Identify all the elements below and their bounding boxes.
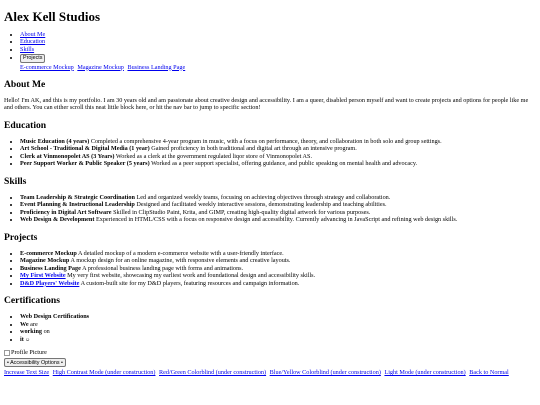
list-item: • Web Design & Development Experienced in HTML/CSS with a focus on responsive design and accessibility. Currently advancing in JavaScript and refining web design skills. [20, 216, 536, 224]
skills-list [4, 194, 536, 224]
high-contrast-link[interactable]: High Contrast Mode (under construction) [52, 369, 156, 377]
list-item: • Team Leadership & Strategic Coordination Led and organized weekly teams, focusing on achieving objectives through strategy and collaboration. [20, 194, 536, 202]
blue-yellow-colorblind-link[interactable]: Blue/Yellow Colorblind (under construction) [269, 369, 381, 377]
back-to-normal-link[interactable]: Back to Normal [469, 369, 509, 377]
site-title: Alex Kell Studios [4, 9, 101, 24]
list-item: • Clerk at Vinmonopolet AS (3 Years) Worked as a clerk at the government regulated liqor store of Vinmonopolet AS. [20, 153, 536, 161]
projects-dropdown-menu [20, 64, 536, 72]
about-text: Hello! I'm AK, and this is my portfolio. I am 30 years old and am passionate about creative design and accessibility. I am a queer, disabled person myself and want to create projects and options for people like me and others. You can either scroll this neat little block here, or hit the nav bar to jump to specific section! [4, 96, 529, 112]
red-green-colorblind-link[interactable]: Red/Green Colorblind (under construction) [159, 369, 267, 377]
list-item: • Web Design Certifications [20, 313, 536, 321]
dropdown-link-business[interactable]: Business Landing Page [127, 63, 186, 71]
list-item: • E-commerce Mockup A detailed mockup of a modern e-commerce website with a user-friendly interface. [20, 250, 536, 258]
skills-heading: Skills [4, 175, 27, 187]
list-item: • My First Website My very first website, showcasing my earliest work and foundational design and accessibility skills. [20, 272, 536, 280]
profile-picture-alt: Profile Picture [11, 348, 47, 356]
about-section [4, 79, 536, 112]
project-link-dnd-website[interactable]: D&D Players' Website [20, 279, 80, 287]
list-item: • Magazine Mockup A mockup design for an online magazine, with responsive elements and creative layouts. [20, 257, 536, 265]
main-nav [4, 31, 536, 71]
nav-item-about [20, 31, 536, 39]
nav-link-skills[interactable]: Skills [20, 45, 35, 53]
list-item: • it ☺ [20, 336, 536, 344]
broken-image-icon [4, 350, 10, 356]
list-item: • Business Landing Page A professional business landing page with forms and animations. [20, 265, 536, 273]
projects-list [4, 250, 536, 288]
about-heading: About Me [4, 79, 46, 91]
list-item: • Proficiency in Digital Art Software Skilled in ClipStudio Paint, Krita, and GIMP, creating high-quality digital artwork for various purposes. [20, 209, 536, 217]
nav-link-education[interactable]: Education [20, 38, 46, 46]
profile-picture [4, 349, 536, 357]
list-item: • We are [20, 321, 536, 329]
accessibility-options-wrapper [4, 358, 536, 367]
certifications-section [4, 295, 536, 343]
nav-item-skills [20, 46, 536, 54]
nav-item-education [20, 38, 536, 46]
dropdown-link-magazine[interactable]: Magazine Mockup [77, 63, 124, 71]
smiley-icon: ☺ [23, 337, 31, 343]
skills-section [4, 176, 536, 224]
education-list [4, 138, 536, 168]
accessibility-menu [4, 369, 536, 377]
certifications-list [4, 313, 536, 344]
list-item: • Art School - Traditional & Digital Media (1 year) Gained proficiency in both traditional and digital art through an intensive program. [20, 145, 536, 153]
projects-section [4, 232, 536, 288]
list-item: • Music Education (4 years) Completed a comprehensive 4-year program in music, with a focus on performance, theory, and collaboration in both solo and group settings. [20, 138, 536, 146]
increase-text-size-link[interactable]: Increase Text Size [4, 369, 50, 377]
accessibility-options-button[interactable]: • Accessibility Options • [4, 358, 66, 367]
list-item: • D&D Players' Website A custom-built site for my D&D players, featuring resources and campaign information. [20, 280, 536, 288]
dropdown-link-ecommerce[interactable]: E-commerce Mockup [20, 63, 74, 71]
projects-dropdown-button[interactable]: Projects [20, 54, 45, 63]
projects-heading: Projects [4, 231, 38, 243]
education-section [4, 120, 536, 168]
list-item: • Event Planning & Instructional Leadership Designed and facilitated weekly interactive sessions, demonstrating leadership and teaching abilities. [20, 201, 536, 209]
light-mode-link[interactable]: Light Mode (under construction) [384, 369, 466, 377]
certifications-heading: Certifications [4, 295, 60, 307]
project-link-first-website[interactable]: My First Website [20, 272, 66, 280]
list-item: • working on [20, 328, 536, 336]
nav-link-about[interactable]: About Me [20, 30, 46, 38]
list-item: • Peer Support Worker & Public Speaker (5 years) Worked as a peer support specialist, offering guidance, and public speaking on mental health and advocacy. [20, 160, 536, 168]
education-heading: Education [4, 119, 47, 131]
nav-item-projects [20, 54, 536, 72]
